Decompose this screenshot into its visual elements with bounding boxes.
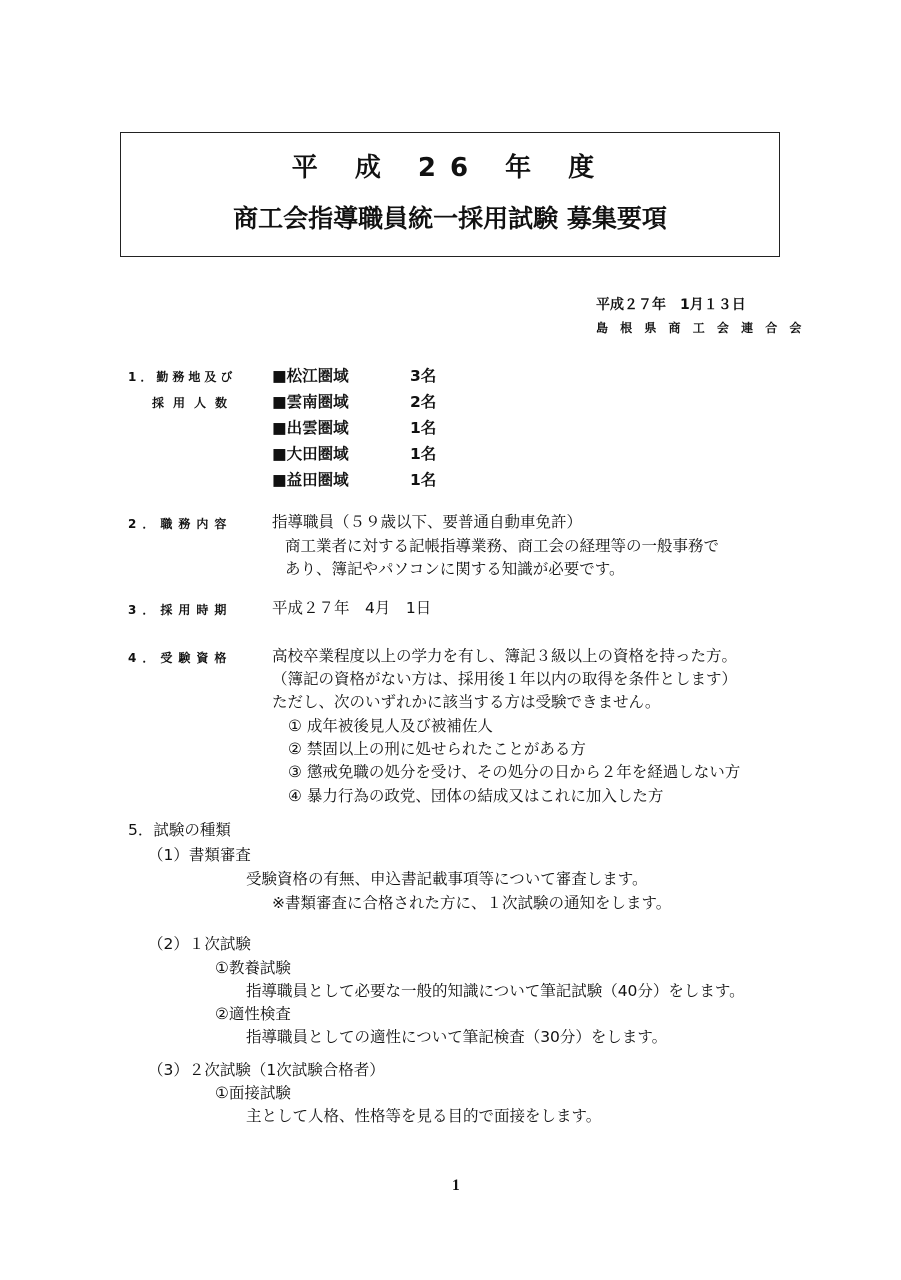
exam-subheading: ①面接試験 [215,1084,291,1102]
exam-step-text: 指導職員としての適性について筆記検査（30分）をします。 [246,1028,668,1046]
area-count: 1名 [410,471,437,489]
area-name: ■松江圏域 [272,367,349,385]
section2-label: 2．職務内容 [128,517,233,531]
exam-subheading: ②適性検査 [215,1005,291,1023]
section4-label: 4．受験資格 [128,651,233,665]
section1-label-2: 採用人数 [152,396,237,410]
exam-step-heading: （3）２次試験（1次試験合格者） [148,1061,385,1079]
exclusion-item: ① 成年被後見人及び被補佐人 [288,717,493,735]
exam-step-text: 主として人格、性格等を見る目的で面接をします。 [246,1107,602,1125]
qualification: ただし、次のいずれかに該当する方は受験できません。 [272,693,661,711]
exam-subheading: ①教養試験 [215,959,291,977]
exam-step-text: 受験資格の有無、申込書記載事項等について審査します。 [246,870,648,888]
area-count: 3名 [410,367,437,385]
issuer: 島 根 県 商 工 会 連 合 会 [596,321,806,335]
section3-label: 3．採用時期 [128,603,233,617]
exclusion-item: ② 禁固以上の刑に処せられたことがある方 [288,740,586,758]
title-year: 平 成 26 年 度 [291,153,609,183]
job-desc: 商工業者に対する記帳指導業務、商工会の経理等の一般事務で [285,537,720,555]
exam-step-note: ※書類審査に合格された方に、１次試験の通知をします。 [272,894,672,912]
area-count: 1名 [410,419,437,437]
area-name: ■益田圏域 [272,471,349,489]
exclusion-item: ③ 懲戒免職の処分を受け、その処分の日から２年を経過しない方 [288,763,741,781]
page-title: 商工会指導職員統一採用試験 募集要項 [233,204,667,233]
section5-label: 5．試験の種類 [128,821,231,839]
qualification: 高校卒業程度以上の学力を有し、簿記３級以上の資格を持った方。 [272,647,738,665]
area-name: ■大田圏域 [272,445,349,463]
qualification: （簿記の資格がない方は、採用後１年以内の取得を条件とします） [272,670,738,688]
exam-step-heading: （2）１次試験 [148,935,251,953]
job-desc: あり、簿記やパソコンに関する知識が必要です。 [285,560,625,578]
exclusion-item: ④ 暴力行為の政党、団体の結成又はこれに加入した方 [288,787,664,805]
exam-step-text: 指導職員として必要な一般的知識について筆記試験（40分）をします。 [246,982,745,1000]
area-name: ■雲南圏域 [272,393,349,411]
area-count: 2名 [410,393,437,411]
hire-date: 平成２７年 4月 1日 [272,599,432,617]
job-title: 指導職員（５９歳以下、要普通自動車免許） [272,513,583,531]
issue-date: 平成２７年 1月１３日 [596,297,746,313]
area-count: 1名 [410,445,437,463]
page-number: 1 [452,1177,460,1194]
exam-step-heading: （1）書類審査 [148,846,251,864]
section1-label: 1．勤務地及び [128,370,237,384]
title-box [120,132,780,257]
area-name: ■出雲圏域 [272,419,349,437]
